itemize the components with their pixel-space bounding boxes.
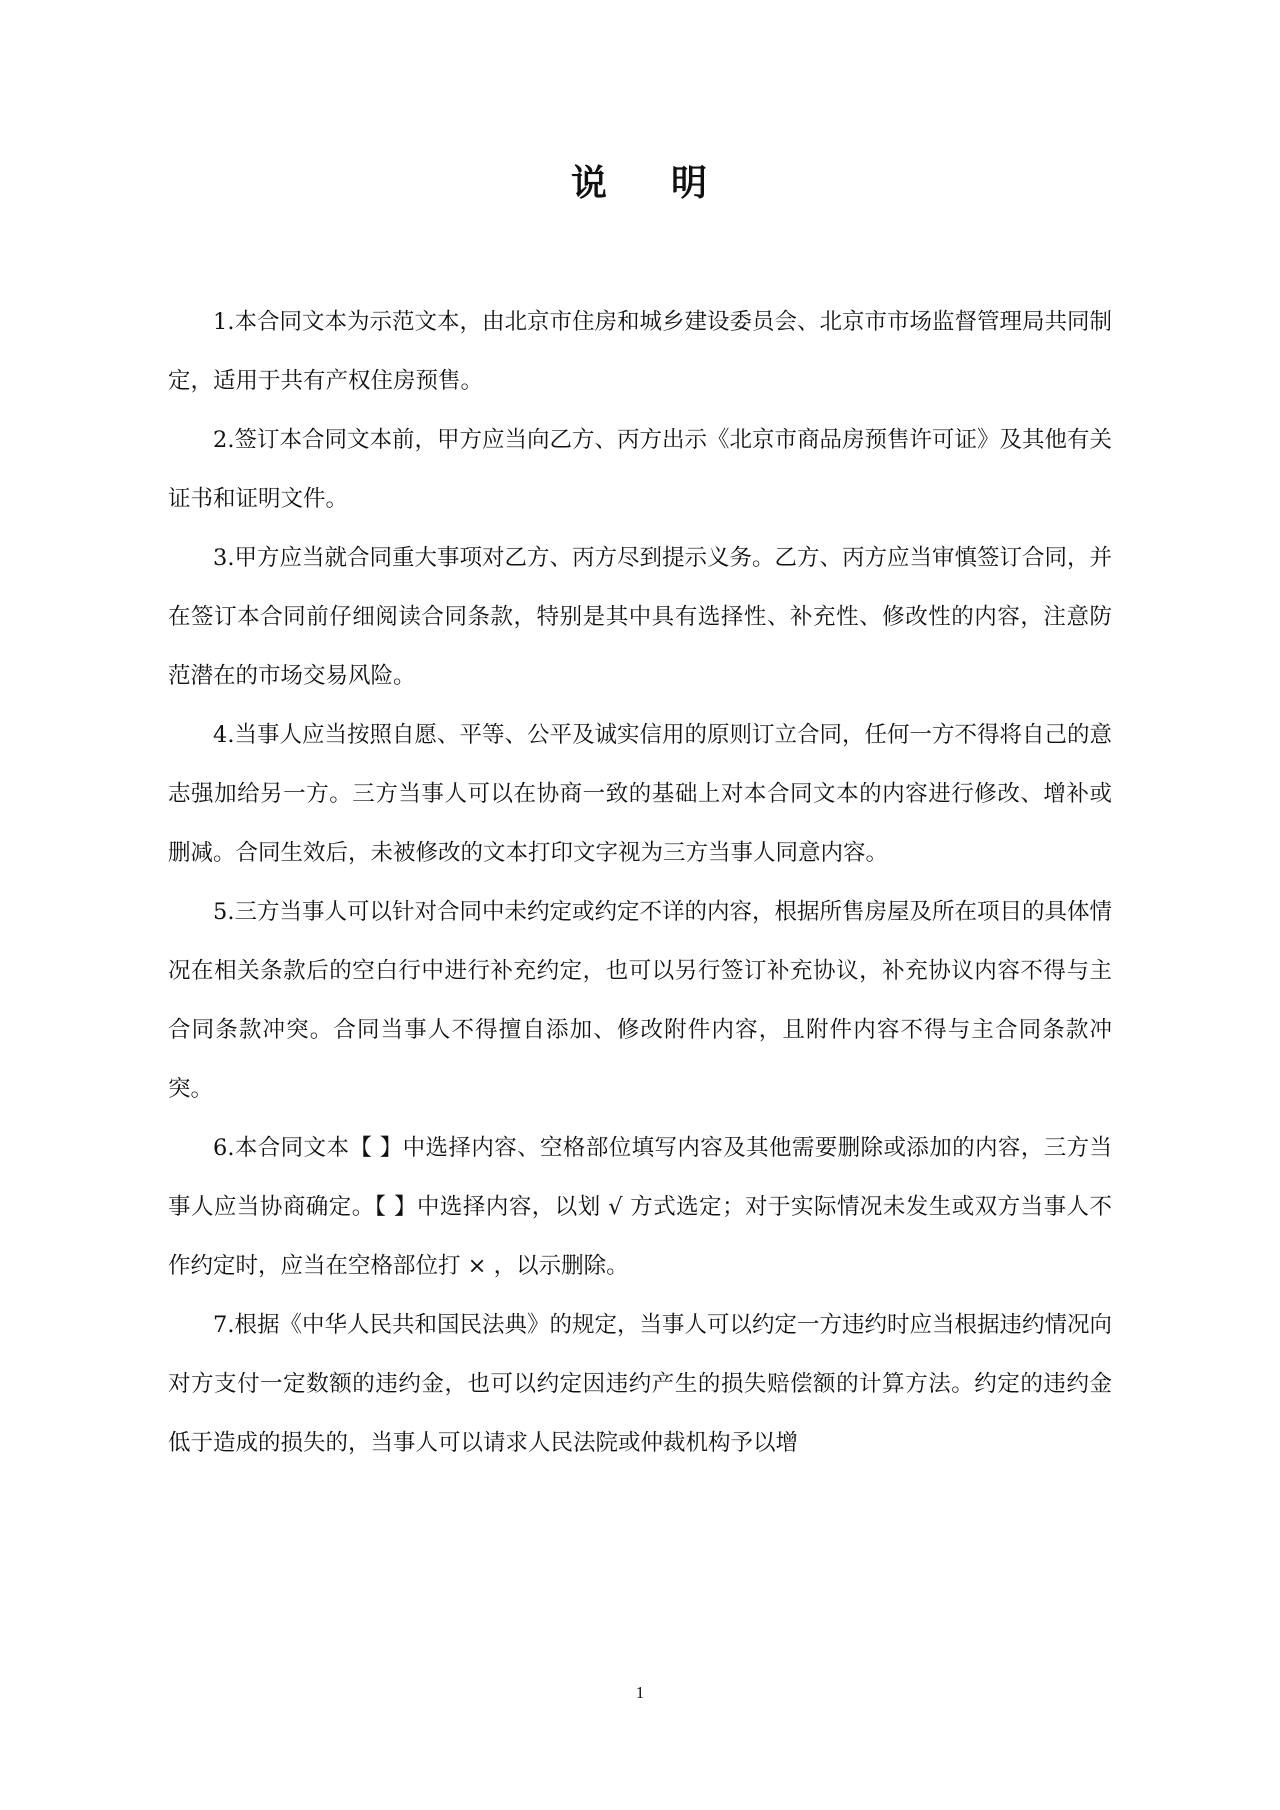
paragraph-6: 6.本合同文本【 】中选择内容、空格部位填写内容及其他需要删除或添加的内容，三方当事人应当协商确定。【 】中选择内容，以划 √ 方式选定；对于实际情况未发生或双方当事人不作约定时，应当在空格部位打 × ，以示删除。 xyxy=(168,1135,1112,1279)
paragraph-2: 2.签订本合同文本前，甲方应当向乙方、丙方出示《北京市商品房预售许可证》及其他有关证书和证明文件。 xyxy=(168,427,1112,512)
paragraph-5: 5.三方当事人可以针对合同中未约定或约定不详的内容，根据所售房屋及所在项目的具体情况在相关条款后的空白行中进行补充约定，也可以另行签订补充协议，补充协议内容不得与主合同条款冲突。合同当事人不得擅自添加、修改附件内容，且附件内容不得与主合同条款冲突。 xyxy=(168,899,1112,1102)
page-title xyxy=(0,162,1280,206)
title-char-2: 明 xyxy=(671,163,710,204)
title-char-1: 说 xyxy=(570,163,609,204)
paragraph-1: 1.本合同文本为示范文本，由北京市住房和城乡建设委员会、北京市市场监督管理局共同制定，适用于共有产权住房预售。 xyxy=(168,309,1112,394)
page-number: 1 xyxy=(635,1683,645,1702)
paragraph-7: 7.根据《中华人民共和国民法典》的规定，当事人可以约定一方违约时应当根据违约情况向对方支付一定数额的违约金，也可以约定因违约产生的损失赔偿额的计算方法。约定的违约金低于造成的损失的，当事人可以请求人民法院或仲裁机构予以增 xyxy=(168,1312,1112,1456)
paragraph-3: 3.甲方应当就合同重大事项对乙方、丙方尽到提示义务。乙方、丙方应当审慎签订合同，并在签订本合同前仔细阅读合同条款，特别是其中具有选择性、补充性、修改性的内容，注意防范潜在的市场交易风险。 xyxy=(168,545,1112,689)
paragraph-4: 4.当事人应当按照自愿、平等、公平及诚实信用的原则订立合同，任何一方不得将自己的意志强加给另一方。三方当事人可以在协商一致的基础上对本合同文本的内容进行修改、增补或删减。合同生效后，未被修改的文本打印文字视为三方当事人同意内容。 xyxy=(168,722,1112,866)
document-body xyxy=(168,293,1112,1473)
